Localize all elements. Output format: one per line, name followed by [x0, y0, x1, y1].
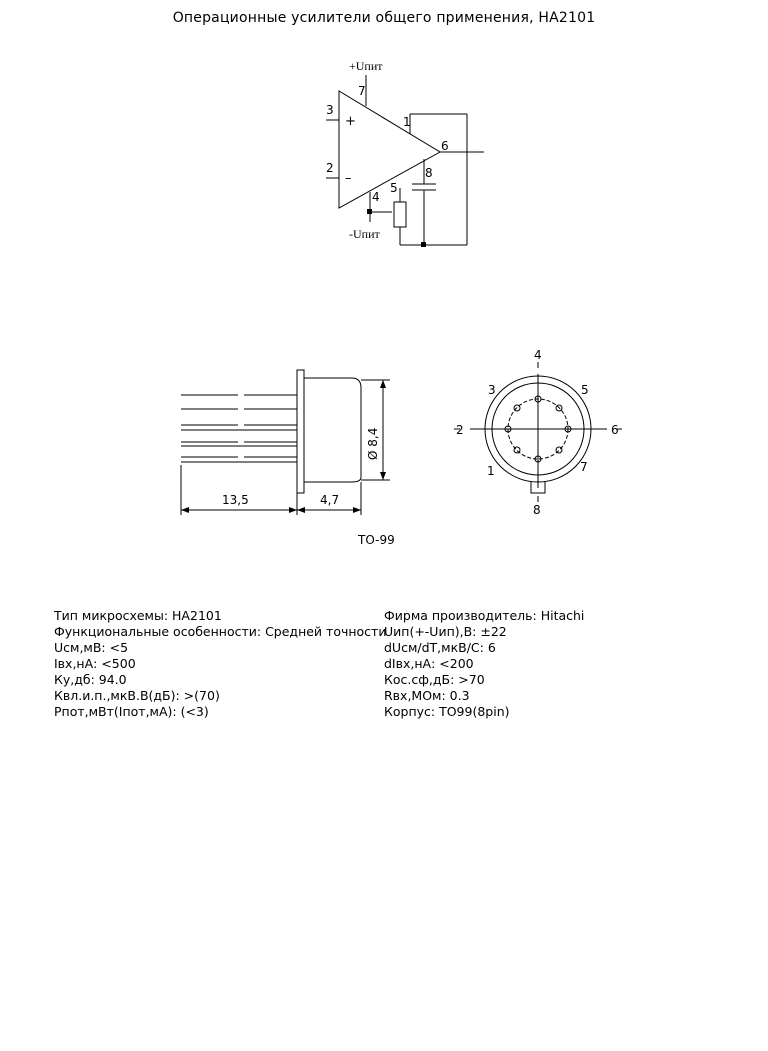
spec-chip-type: Тип микросхемы: HA2101 [54, 608, 222, 623]
top-pin8-label: 8 [533, 503, 541, 517]
pin4-label: 4 [372, 190, 380, 204]
specs-left-column [54, 608, 386, 720]
noninverting-sign: + [345, 114, 356, 129]
page-title: Операционные усилители общего применения, HA2101 [172, 10, 596, 26]
spec-cmrr: Кос.сф,дБ: >70 [384, 672, 485, 687]
pin3-label: 3 [326, 103, 334, 117]
spec-input-current-diff: dIвх,нА: <200 [384, 656, 474, 671]
top-pin6-label: 6 [611, 423, 619, 437]
pin2-label: 2 [326, 161, 334, 175]
top-pin4-label: 4 [534, 348, 542, 362]
spec-manufacturer: Фирма производитель: Hitachi [384, 608, 585, 623]
opamp-schematic [0, 0, 768, 300]
top-pin7-label: 7 [580, 460, 588, 474]
spec-features: Функциональные особенности: Средней точности [54, 624, 387, 639]
spec-input-current: Iвх,нА: <500 [54, 656, 136, 671]
pin8-label: 8 [425, 166, 433, 180]
supply-neg-label: -Uпит [349, 227, 380, 241]
spec-offset-drift: dUсм/dT,мкВ/С: 6 [384, 640, 496, 655]
dim-diameter: Ø 8,4 [366, 427, 380, 460]
spec-psrr: Квл.и.п.,мкВ.В(дБ): >(70) [54, 688, 220, 703]
pin7-label: 7 [358, 84, 366, 98]
spec-supply-voltage: Uип(+-Uип),В: ±22 [384, 624, 507, 639]
supply-pos-label: +Uпит [349, 59, 383, 73]
inverting-sign: – [345, 171, 352, 186]
resistor [394, 202, 406, 227]
pin1-label: 1 [403, 115, 411, 129]
top-pin5-label: 5 [581, 383, 589, 397]
top-pin2-label: 2 [456, 423, 464, 437]
spec-power: Рпот,мВт(Iпот,мА): (<3) [54, 704, 209, 719]
top-pin3-label: 3 [488, 383, 496, 397]
dim-length: 13,5 [222, 493, 249, 507]
specs-right-column [384, 608, 584, 720]
spec-input-resistance: Rвх,МОм: 0.3 [384, 688, 470, 703]
spec-gain: Ку,дб: 94.0 [54, 672, 127, 687]
top-pin1-label: 1 [487, 464, 495, 478]
pin6-label: 6 [441, 139, 449, 153]
package-top-view [440, 340, 640, 530]
dim-body: 4,7 [320, 493, 340, 507]
spec-offset-voltage: Uсм,мВ: <5 [54, 640, 129, 655]
spec-package: Корпус: TO99(8pin) [384, 704, 510, 719]
pin5-label: 5 [390, 181, 398, 195]
package-side-view [0, 340, 420, 560]
package-caption: TO-99 [358, 533, 395, 547]
